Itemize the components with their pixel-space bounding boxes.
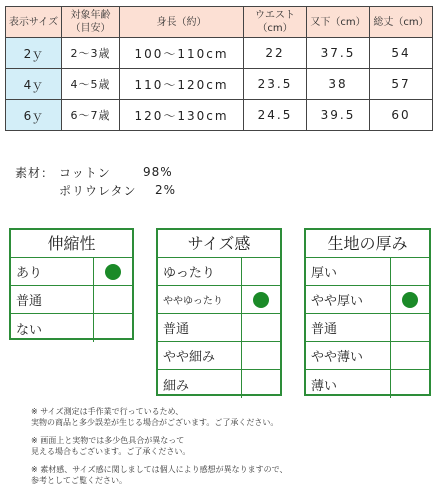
option-label: ゆったり bbox=[163, 266, 215, 281]
table-row bbox=[6, 100, 433, 131]
option-label: 厚い bbox=[311, 266, 338, 281]
header-height: 身長（約） bbox=[120, 7, 244, 38]
fit-option bbox=[158, 258, 280, 286]
option-label: あり bbox=[16, 266, 43, 281]
length-cell: 54 bbox=[370, 38, 433, 69]
table-row bbox=[6, 38, 433, 69]
thickness-option bbox=[306, 342, 429, 370]
age-cell: 2～3歳 bbox=[62, 38, 120, 69]
option-check-cell bbox=[390, 314, 429, 341]
waist-cell: 24.5 bbox=[244, 100, 307, 131]
stretch-option bbox=[11, 314, 132, 342]
header-target-age: 対象年齢 （目安） bbox=[62, 7, 120, 38]
thickness-title: 生地の厚み bbox=[306, 230, 429, 258]
note bbox=[31, 464, 431, 486]
option-check-cell bbox=[241, 258, 280, 285]
material-label: 素材： bbox=[15, 165, 55, 180]
option-label: 薄い bbox=[311, 378, 338, 394]
selected-dot-icon bbox=[105, 264, 121, 280]
option-label: 普通 bbox=[16, 294, 43, 309]
option-check-cell bbox=[390, 370, 429, 398]
inseam-cell: 37.5 bbox=[307, 38, 370, 69]
stretch-rating-box bbox=[9, 228, 134, 340]
thickness-option bbox=[306, 314, 429, 342]
waist-cell: 23.5 bbox=[244, 69, 307, 100]
fit-option bbox=[158, 286, 280, 314]
size-table bbox=[5, 6, 433, 131]
option-check-cell bbox=[93, 286, 132, 313]
stretch-option bbox=[11, 286, 132, 314]
material-name: コットン bbox=[59, 165, 111, 180]
note bbox=[31, 406, 431, 428]
stretch-option bbox=[11, 258, 132, 286]
note-line: 参考としてご覧ください。 bbox=[31, 476, 127, 485]
inseam-cell: 39.5 bbox=[307, 100, 370, 131]
option-label: やや細み bbox=[163, 350, 216, 365]
option-check-cell bbox=[241, 370, 280, 398]
note-line: 実物の商品と多少誤差が生じる場合がございます。ご了承ください。 bbox=[31, 418, 279, 427]
option-label: やや厚い bbox=[311, 294, 364, 309]
option-label: 普通 bbox=[163, 322, 190, 337]
option-label: やや薄い bbox=[311, 350, 364, 365]
option-check-cell bbox=[241, 314, 280, 341]
note-line: ※ 素材感、サイズ感に関しましては個人により感想が異なりますので、 bbox=[31, 465, 288, 474]
waist-cell: 22 bbox=[244, 38, 307, 69]
size-cell: 6ｙ bbox=[6, 100, 62, 131]
height-cell: 100～110cm bbox=[120, 38, 244, 69]
material-info bbox=[15, 163, 176, 199]
option-check-cell bbox=[241, 286, 280, 313]
fit-title: サイズ感 bbox=[158, 230, 280, 258]
option-check-cell bbox=[93, 314, 132, 342]
note-line: ※ サイズ測定は手作業で行っているため、 bbox=[31, 407, 184, 416]
option-check-cell bbox=[390, 258, 429, 285]
selected-dot-icon bbox=[253, 292, 269, 308]
option-check-cell bbox=[241, 342, 280, 369]
option-check-cell bbox=[390, 342, 429, 369]
table-row bbox=[6, 69, 433, 100]
option-label: ややゆったり bbox=[163, 296, 223, 307]
note-line: ※ 画面上と実物では多少色具合が異なって bbox=[31, 436, 185, 445]
note-line: 見える場合もございます。ご了承ください。 bbox=[31, 447, 191, 456]
notes bbox=[31, 406, 431, 493]
thickness-option bbox=[306, 370, 429, 398]
length-cell: 57 bbox=[370, 69, 433, 100]
note bbox=[31, 435, 431, 457]
material-percent: 98% bbox=[143, 165, 173, 179]
fit-option bbox=[158, 342, 280, 370]
header-display-size: 表示サイズ bbox=[6, 7, 62, 38]
option-check-cell bbox=[93, 258, 132, 285]
age-cell: 4～5歳 bbox=[62, 69, 120, 100]
fit-option bbox=[158, 370, 280, 398]
header-waist: ウエスト （cm） bbox=[244, 7, 307, 38]
size-cell: 4ｙ bbox=[6, 69, 62, 100]
fit-rating-box bbox=[156, 228, 282, 396]
option-label: 普通 bbox=[311, 322, 338, 337]
height-cell: 110～120cm bbox=[120, 69, 244, 100]
size-table-header-row bbox=[6, 7, 433, 38]
option-label: 細み bbox=[163, 378, 190, 394]
option-label: ない bbox=[16, 322, 43, 338]
selected-dot-icon bbox=[402, 292, 418, 308]
header-total-length: 総丈（cm） bbox=[370, 7, 433, 38]
size-cell: 2ｙ bbox=[6, 38, 62, 69]
header-inseam: 又下（cm） bbox=[307, 7, 370, 38]
length-cell: 60 bbox=[370, 100, 433, 131]
thickness-rating-box bbox=[304, 228, 431, 396]
material-percent: 2% bbox=[155, 183, 177, 197]
age-cell: 6～7歳 bbox=[62, 100, 120, 131]
thickness-option bbox=[306, 286, 429, 314]
stretch-title: 伸縮性 bbox=[11, 230, 132, 258]
inseam-cell: 38 bbox=[307, 69, 370, 100]
fit-option bbox=[158, 314, 280, 342]
option-check-cell bbox=[390, 286, 429, 313]
material-name: ポリウレタン bbox=[59, 183, 137, 198]
thickness-option bbox=[306, 258, 429, 286]
height-cell: 120～130cm bbox=[120, 100, 244, 131]
